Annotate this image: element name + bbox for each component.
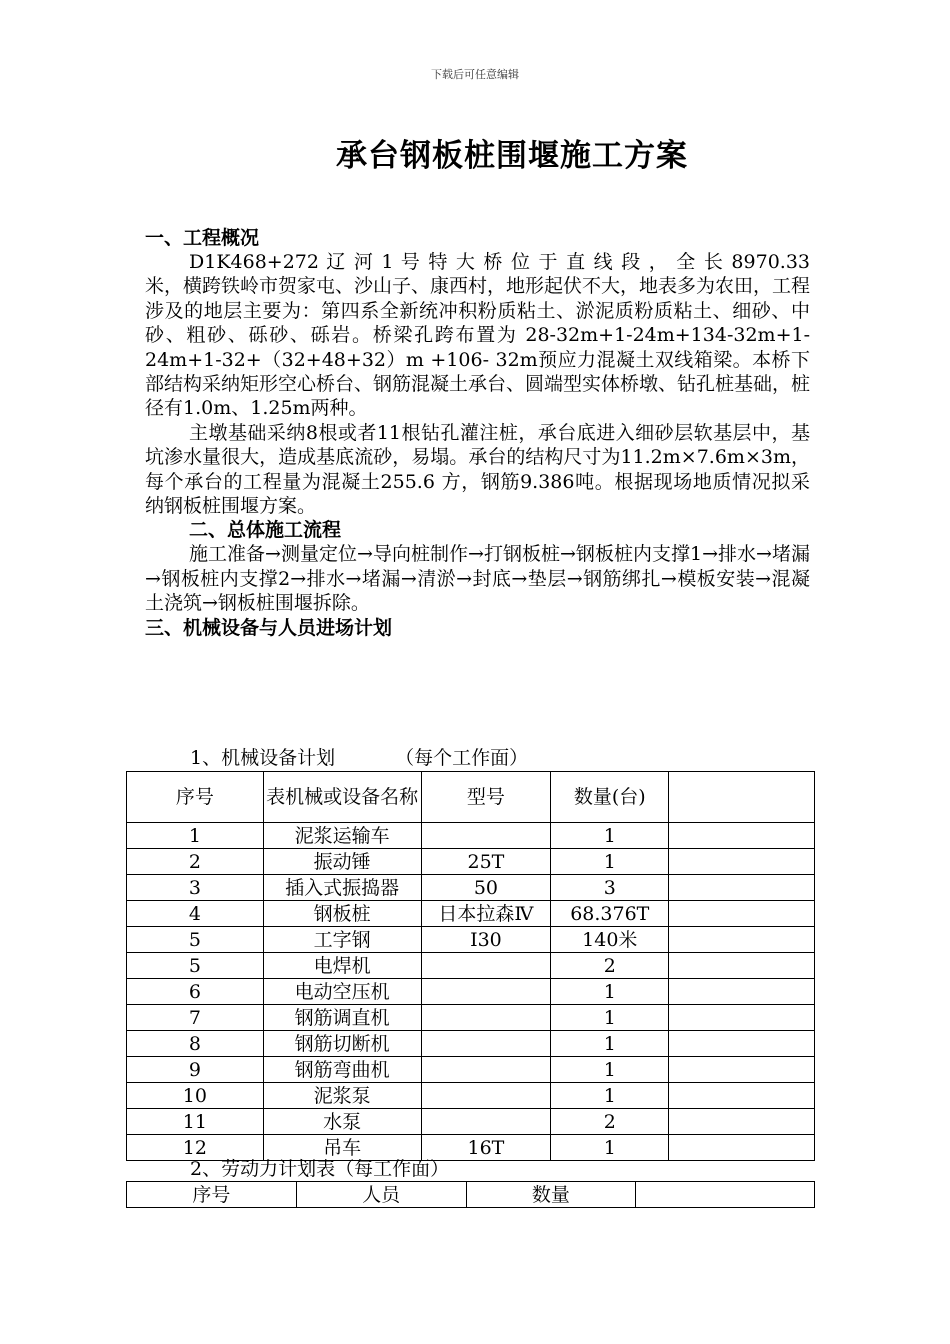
table-row (127, 849, 815, 875)
table-cell (421, 1083, 551, 1109)
equipment-table-header-row (127, 772, 815, 823)
table-cell: 日本拉森Ⅳ (421, 901, 551, 927)
equipment-caption-text: 1、机械设备计划 (190, 747, 336, 769)
process-paragraph: 施工准备→测量定位→导向桩制作→打钢板桩→钢板桩内支撑1→排水→堵漏→钢板桩内支撑2→排水→堵漏→清淤→封底→垫层→钢筋绑扎→模板安装→混凝土浇筑→钢板桩围堰拆除。 (145, 543, 810, 615)
table-cell (669, 1031, 815, 1057)
table-row (127, 927, 815, 953)
section-heading-overview: 一、工程概况 (145, 227, 260, 249)
table-cell: 1 (551, 1031, 669, 1057)
table-row (127, 1057, 815, 1083)
table-cell (421, 1057, 551, 1083)
table-cell (421, 1005, 551, 1031)
table-row (127, 1083, 815, 1109)
labor-table (126, 1181, 815, 1208)
table-cell: 7 (127, 1005, 264, 1031)
table-cell (669, 1057, 815, 1083)
header-cell: 人员 (296, 1182, 466, 1208)
header-cell (669, 772, 815, 823)
table-cell: 钢筋调直机 (263, 1005, 421, 1031)
table-cell: 泥浆运输车 (263, 823, 421, 849)
table-cell (669, 823, 815, 849)
header-cell: 型号 (421, 772, 551, 823)
equipment-caption-note: （每个工作面） (395, 747, 529, 769)
table-cell: 3 (551, 875, 669, 901)
table-cell (669, 875, 815, 901)
table-cell: 电动空压机 (263, 979, 421, 1005)
table-cell: 工字钢 (263, 927, 421, 953)
overview-paragraph-2: 主墩基础采纳8根或者11根钻孔灌注桩，承台底进入细砂层软基层中，基坑渗水量很大，造成基底流砂，易塌。承台的结构尺寸为11.2m×7.6m×3m，每个承台的工程量为混凝土255.6 方，钢筋9.386吨。根据现场地质情况拟采纳钢板桩围堰方案。 (145, 421, 810, 518)
table-cell (669, 1109, 815, 1135)
header-cell: 序号 (127, 772, 264, 823)
table-cell: 1 (551, 823, 669, 849)
section-heading-equipment: 三、机械设备与人员进场计划 (145, 616, 393, 639)
table-cell: 4 (127, 901, 264, 927)
table-cell: 2 (127, 849, 264, 875)
table-cell: 钢筋弯曲机 (263, 1057, 421, 1083)
table-row (127, 1031, 815, 1057)
table-cell (669, 1135, 815, 1161)
table-cell (421, 1109, 551, 1135)
table-cell (669, 1083, 815, 1109)
table-cell: 2 (551, 953, 669, 979)
table-cell: 12 (127, 1135, 264, 1161)
table-cell (669, 1005, 815, 1031)
table-cell: 16T (421, 1135, 551, 1161)
table-cell: 50 (421, 875, 551, 901)
table-cell: 振动锤 (263, 849, 421, 875)
table-cell: 8 (127, 1031, 264, 1057)
table-cell: 钢筋切断机 (263, 1031, 421, 1057)
equipment-table-body (127, 823, 815, 1161)
table-cell: 140米 (551, 927, 669, 953)
header-note: 下载后可任意编辑 (431, 68, 519, 81)
table-cell: 11 (127, 1109, 264, 1135)
overview-paragraph-1: D1K468+272 辽 河 1 号 特 大 桥 位 于 直 线 段 ， 全 长 8970.33米，横跨铁岭市贺家屯、沙山子、康西村，地形起伏不大，地表多为农田，工程涉及的地层主要为：第四系全新统冲积粉质粘土、淤泥质粉质粘土、细砂、中砂、粗砂、砾砂、砾岩。桥梁孔跨布置为 28-32m+1-24m+134-32m+1-24m+1-32+（32+48+32）m +106- 32m预应力混凝土双线箱梁。本桥下部结构采纳矩形空心桥台、钢筋混凝土承台、圆端型实体桥墩、钻孔桩基础，桩径有1.0m、1.25m两种。 (145, 251, 811, 420)
table-cell: 水泵 (263, 1109, 421, 1135)
table-row (127, 823, 815, 849)
table-cell: 1 (551, 849, 669, 875)
table-cell (669, 979, 815, 1005)
table-cell: 泥浆泵 (263, 1083, 421, 1109)
document-body (145, 226, 810, 640)
document-title: 承台钢板桩围堰施工方案 (336, 138, 688, 174)
table-cell (669, 849, 815, 875)
table-row (127, 901, 815, 927)
table-row (127, 1135, 815, 1161)
table-cell (669, 953, 815, 979)
table-row (127, 1109, 815, 1135)
table-row (127, 979, 815, 1005)
table-cell: 1 (551, 1083, 669, 1109)
table-cell: 5 (127, 953, 264, 979)
equipment-table (126, 771, 815, 1161)
table-cell: 3 (127, 875, 264, 901)
table-cell: 5 (127, 927, 264, 953)
table-cell: 25T (421, 849, 551, 875)
table-cell: 9 (127, 1057, 264, 1083)
labor-table-caption: 2、劳动力计划表（每工作面） (190, 1158, 450, 1180)
section-heading-process: 二、总体施工流程 (189, 519, 342, 542)
table-cell (669, 927, 815, 953)
table-cell: 钢板桩 (263, 901, 421, 927)
table-cell: 1 (551, 979, 669, 1005)
table-cell: 1 (127, 823, 264, 849)
header-cell: 序号 (127, 1182, 297, 1208)
table-cell: 插入式振捣器 (263, 875, 421, 901)
table-row (127, 1005, 815, 1031)
table-cell: 2 (551, 1109, 669, 1135)
table-cell: 1 (551, 1057, 669, 1083)
table-cell: I30 (421, 927, 551, 953)
labor-table-header-row (127, 1182, 815, 1208)
table-cell (421, 823, 551, 849)
table-cell: 吊车 (263, 1135, 421, 1161)
header-cell: 数量(台) (551, 772, 669, 823)
table-cell: 1 (551, 1135, 669, 1161)
header-cell: 表机械或设备名称 (263, 772, 421, 823)
table-row (127, 875, 815, 901)
table-cell: 10 (127, 1083, 264, 1109)
table-row (127, 953, 815, 979)
header-cell (636, 1182, 815, 1208)
table-cell: 1 (551, 1005, 669, 1031)
table-cell (669, 901, 815, 927)
header-cell: 数量 (466, 1182, 636, 1208)
table-cell (421, 953, 551, 979)
table-cell: 6 (127, 979, 264, 1005)
equipment-table-caption (190, 747, 528, 769)
table-cell (421, 979, 551, 1005)
table-cell: 68.376T (551, 901, 669, 927)
table-cell: 电焊机 (263, 953, 421, 979)
table-cell (421, 1031, 551, 1057)
